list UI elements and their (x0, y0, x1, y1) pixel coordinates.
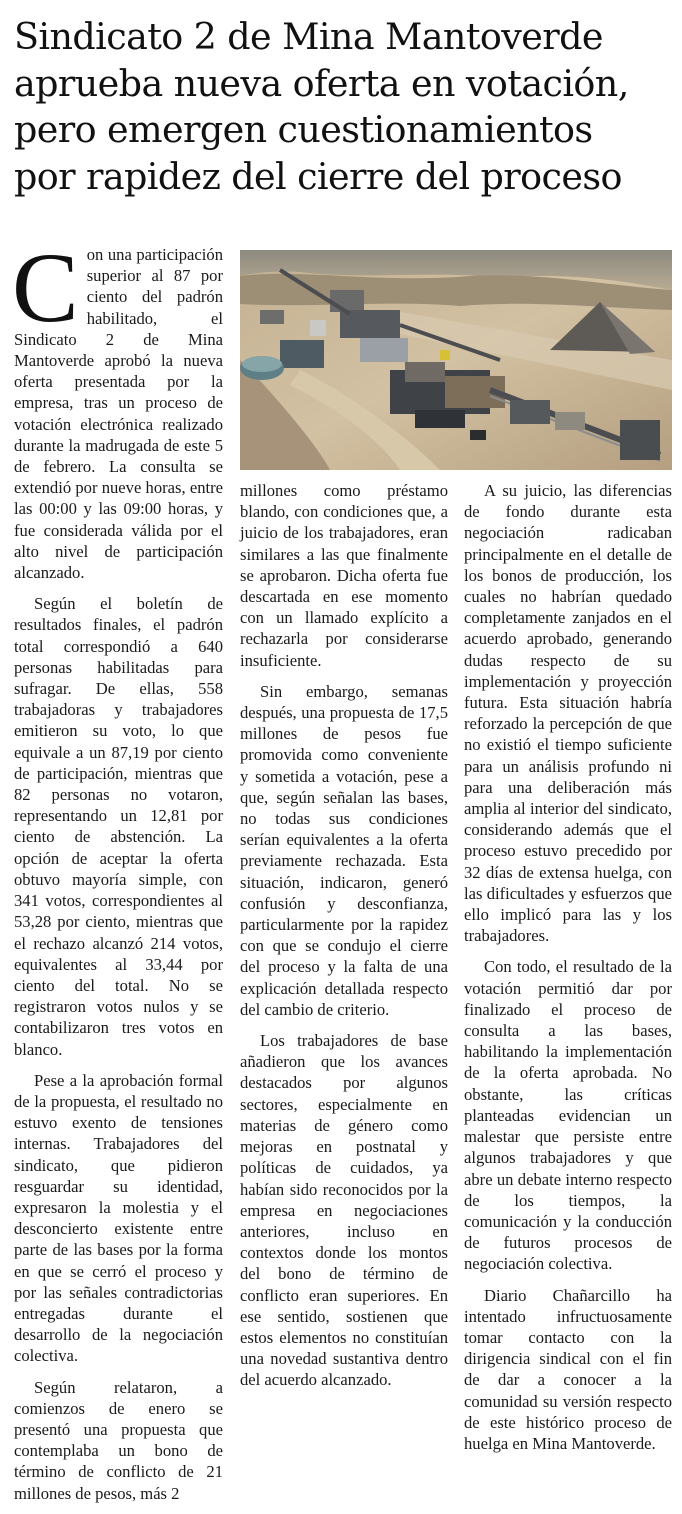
paragraph-9: Con todo, el resultado de la votación permitió dar por finalizado el proceso de consulta a las bases, habilitando la implementación de la oferta aprobada. No obstante, las críticas planteadas evidencian un malestar que persiste entre algunos trabajadores y que abre un debate interno respecto de los tiempos, la comunicación y la conducción de futuros procesos de negociación colectiva. (464, 957, 672, 1274)
paragraph-8: A su juicio, las diferencias de fondo durante esta negociación radicaban principalmente en el detalle de los bonos de producción, los cuales no habrían quedado completamente zanjados en el acuerdo aprobado, generando dudas respecto de su implementación y proyección futura. Esta situación habría reforzado la percepción de que no existió el tiempo suficiente para un análisis profundo ni para una deliberación más amplia al interior del sindicato, considerando además que el proceso estuvo precedido por 32 días de extensa huelga, con las dificultades y esfuerzos que ello implicó para las y los trabajadores. (464, 481, 672, 946)
paragraph-1 (12, 232, 223, 583)
paragraph-2: Según el boletín de resultados finales, el padrón total correspondió a 640 personas habilitadas para sufragar. De ellas, 558 trabajadoras y trabajadores emitieron su voto, lo que equivale a un 87,19 por ciento de participación, mientras que 82 personas no votaron, representando un 12,81 por ciento de abstención. La opción de aceptar la oferta obtuvo mayoría simple, con 341 votos, correspondientes al 53,28 por ciento, mientras que el rechazo alcanzó 214 votos, equivalentes al 33,44 por ciento del total. No se registraron votos nulos y se contabilizaron tres votos en blanco. (14, 594, 223, 1059)
headline-line-2: aprueba nueva oferta en votación, (14, 61, 629, 105)
article-column-3 (464, 480, 672, 1464)
mine-photo (240, 250, 672, 470)
headline-line-4: por rapidez del cierre del proceso (14, 154, 622, 198)
paragraph-6: Sin embargo, semanas después, una propuesta de 17,5 millones de pesos fue promovida como conveniente y sometida a votación, pese a que, según señalan las bases, no todas sus condiciones serían equivalentes a la oferta previamente rechazada. Esta situación, indicaron, generó confusión y desconfianza, particularmente por la rapidez con que se condujo el cierre del proceso y la falta de una explicación detallada respecto del cambio de criterio. (240, 681, 448, 1019)
article-column-1 (12, 232, 223, 1514)
paragraph-4: Según relataron, a comienzos de enero se presentó una propuesta que contemplaba un bono de término de conflicto de 21 millones de pesos, más 2 (14, 1377, 223, 1503)
article-column-2 (240, 480, 448, 1401)
headline-line-1: Sindicato 2 de Mina Mantoverde (14, 15, 603, 58)
drop-cap: C (12, 232, 79, 343)
headline-line-3: pero emergen cuestionamientos (14, 108, 593, 151)
headline (14, 14, 674, 200)
paragraph-5: millones como préstamo blando, con condiciones que, a juicio de los trabajadores, eran similares a las que finalmente se aprobaron. Dicha oferta fue descartada en ese momento con un llamado explícito a rechazarla por considerarse insuficiente. (240, 481, 448, 670)
paragraph-3: Pese a la aprobación formal de la propuesta, el resultado no estuvo exento de tensiones internas. Trabajadores del sindicato, que pidieron resguardar su identidad, expresaron la molestia y el desconcierto existente entre parte de las bases por la forma en que se cerró el proceso y por las señales contradictorias entregadas durante el desarrollo de la negociación colectiva. (14, 1070, 223, 1366)
paragraph-7: Los trabajadores de base añadieron que los avances destacados por algunos sectores, especialmente en materias de género como mejoras en postnatal y políticas de cuidados, ya habían sido reconocidos por la empresa en negociaciones anteriores, incluso en contextos donde los montos del bono de término de conflicto eran superiores. En ese sentido, sostienen que estos elementos no constituían una novedad sustantiva dentro del acuerdo alcanzado. (240, 1031, 448, 1390)
paragraph-10: Diario Chañarcillo ha intentado infructuosamente tomar contacto con la dirigencia sindical con el fin de dar a conocer a la comunidad su versión respecto de este histórico proceso de huelga en Mina Mantoverde. (464, 1285, 672, 1453)
paragraph-1-text: on una participación superior al 87 por ciento del padrón habilitado, el Sindicato 2 de Mina Mantoverde aprobó la nueva oferta presentada por la empresa, tras un proceso de votación electrónica realizado durante la madrugada de este 5 de febrero. La consulta se extendió por nueve horas, entre las 00:00 y las 09:00 horas, y fue considerada válida por el alto nivel de participación alcanzado. (14, 245, 223, 583)
